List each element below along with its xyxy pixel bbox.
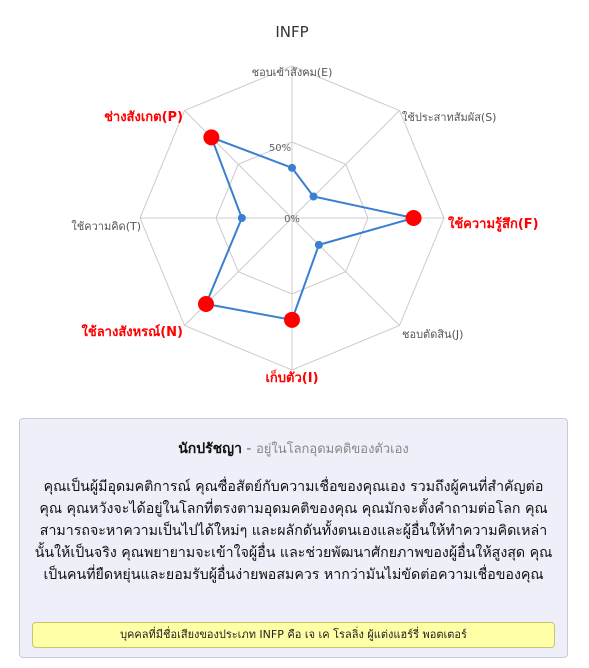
axis-label: เก็บตัว(I) <box>265 371 319 386</box>
tick-label: 0% <box>284 214 300 225</box>
axis-label: ใช้ความรู้สึก(F) <box>448 217 539 232</box>
data-point <box>238 214 246 222</box>
axis-label: ใช้ลางสังหรณ์(N) <box>81 325 183 340</box>
data-point <box>309 193 317 201</box>
card-header <box>20 438 567 460</box>
data-point <box>284 312 300 328</box>
card-description: คุณเป็นผู้มีอุดมคติการณ์ คุณซื่อสัตย์กับความเชื่อของคุณเอง รวมถึงผู้คนที่สำคัญต่อคุณ คุณหวังจะได้อยู่ในโลกที่ตรงตามอุดมคติของคุณ คุณมักจะตั้งคำถามต่อโลก คุณสามารถจะหาความเป็นไปได้ใหม่ๆ และผลักดันทั้งตนเองและผู้อื่นให้ทำความคิดเหล่านั้นให้เป็นจริง คุณพยายามจะเข้าใจผู้อื่น และช่วยพัฒนาศักยภาพของผู้อื่นให้สูงสุด คุณเป็นคนที่ยืดหยุ่นและยอมรับผู้อื่นง่ายพอสมควร หากว่ามันไม่ขัดต่อความเชื่อของคุณ <box>34 479 553 583</box>
data-series-line <box>206 137 414 319</box>
card-subtitle: อยู่ในโลกอุดมคติของตัวเอง <box>255 442 409 457</box>
personality-card <box>19 418 568 658</box>
data-point <box>198 296 214 312</box>
grid-spoke <box>185 111 292 218</box>
axis-label: ช่างสังเกต(P) <box>104 110 183 125</box>
data-point <box>406 210 422 226</box>
chart-title: INFP <box>275 23 309 41</box>
data-point <box>203 129 219 145</box>
axis-label: ชอบตัดสิน(J) <box>402 328 464 341</box>
tick-label: 50% <box>268 143 292 154</box>
grid-spoke <box>292 218 399 325</box>
card-title: นักปรัชญา <box>178 441 242 457</box>
axis-label: ใช้ความคิด(T) <box>71 220 141 233</box>
axis-label: ชอบเข้าสังคม(E) <box>251 66 333 79</box>
grid-spoke <box>292 111 399 218</box>
famous-person-note: บุคคลที่มีชื่อเสียงของประเภท INFP คือ เจ เค โรลลิ่ง ผู้แต่งแฮร์รี่ พอตเตอร์ <box>32 622 555 648</box>
card-separator: - <box>246 441 252 457</box>
axis-label: ใช้ประสาทสัมผัส(S) <box>402 111 497 124</box>
data-point <box>315 241 323 249</box>
data-point <box>288 164 296 172</box>
